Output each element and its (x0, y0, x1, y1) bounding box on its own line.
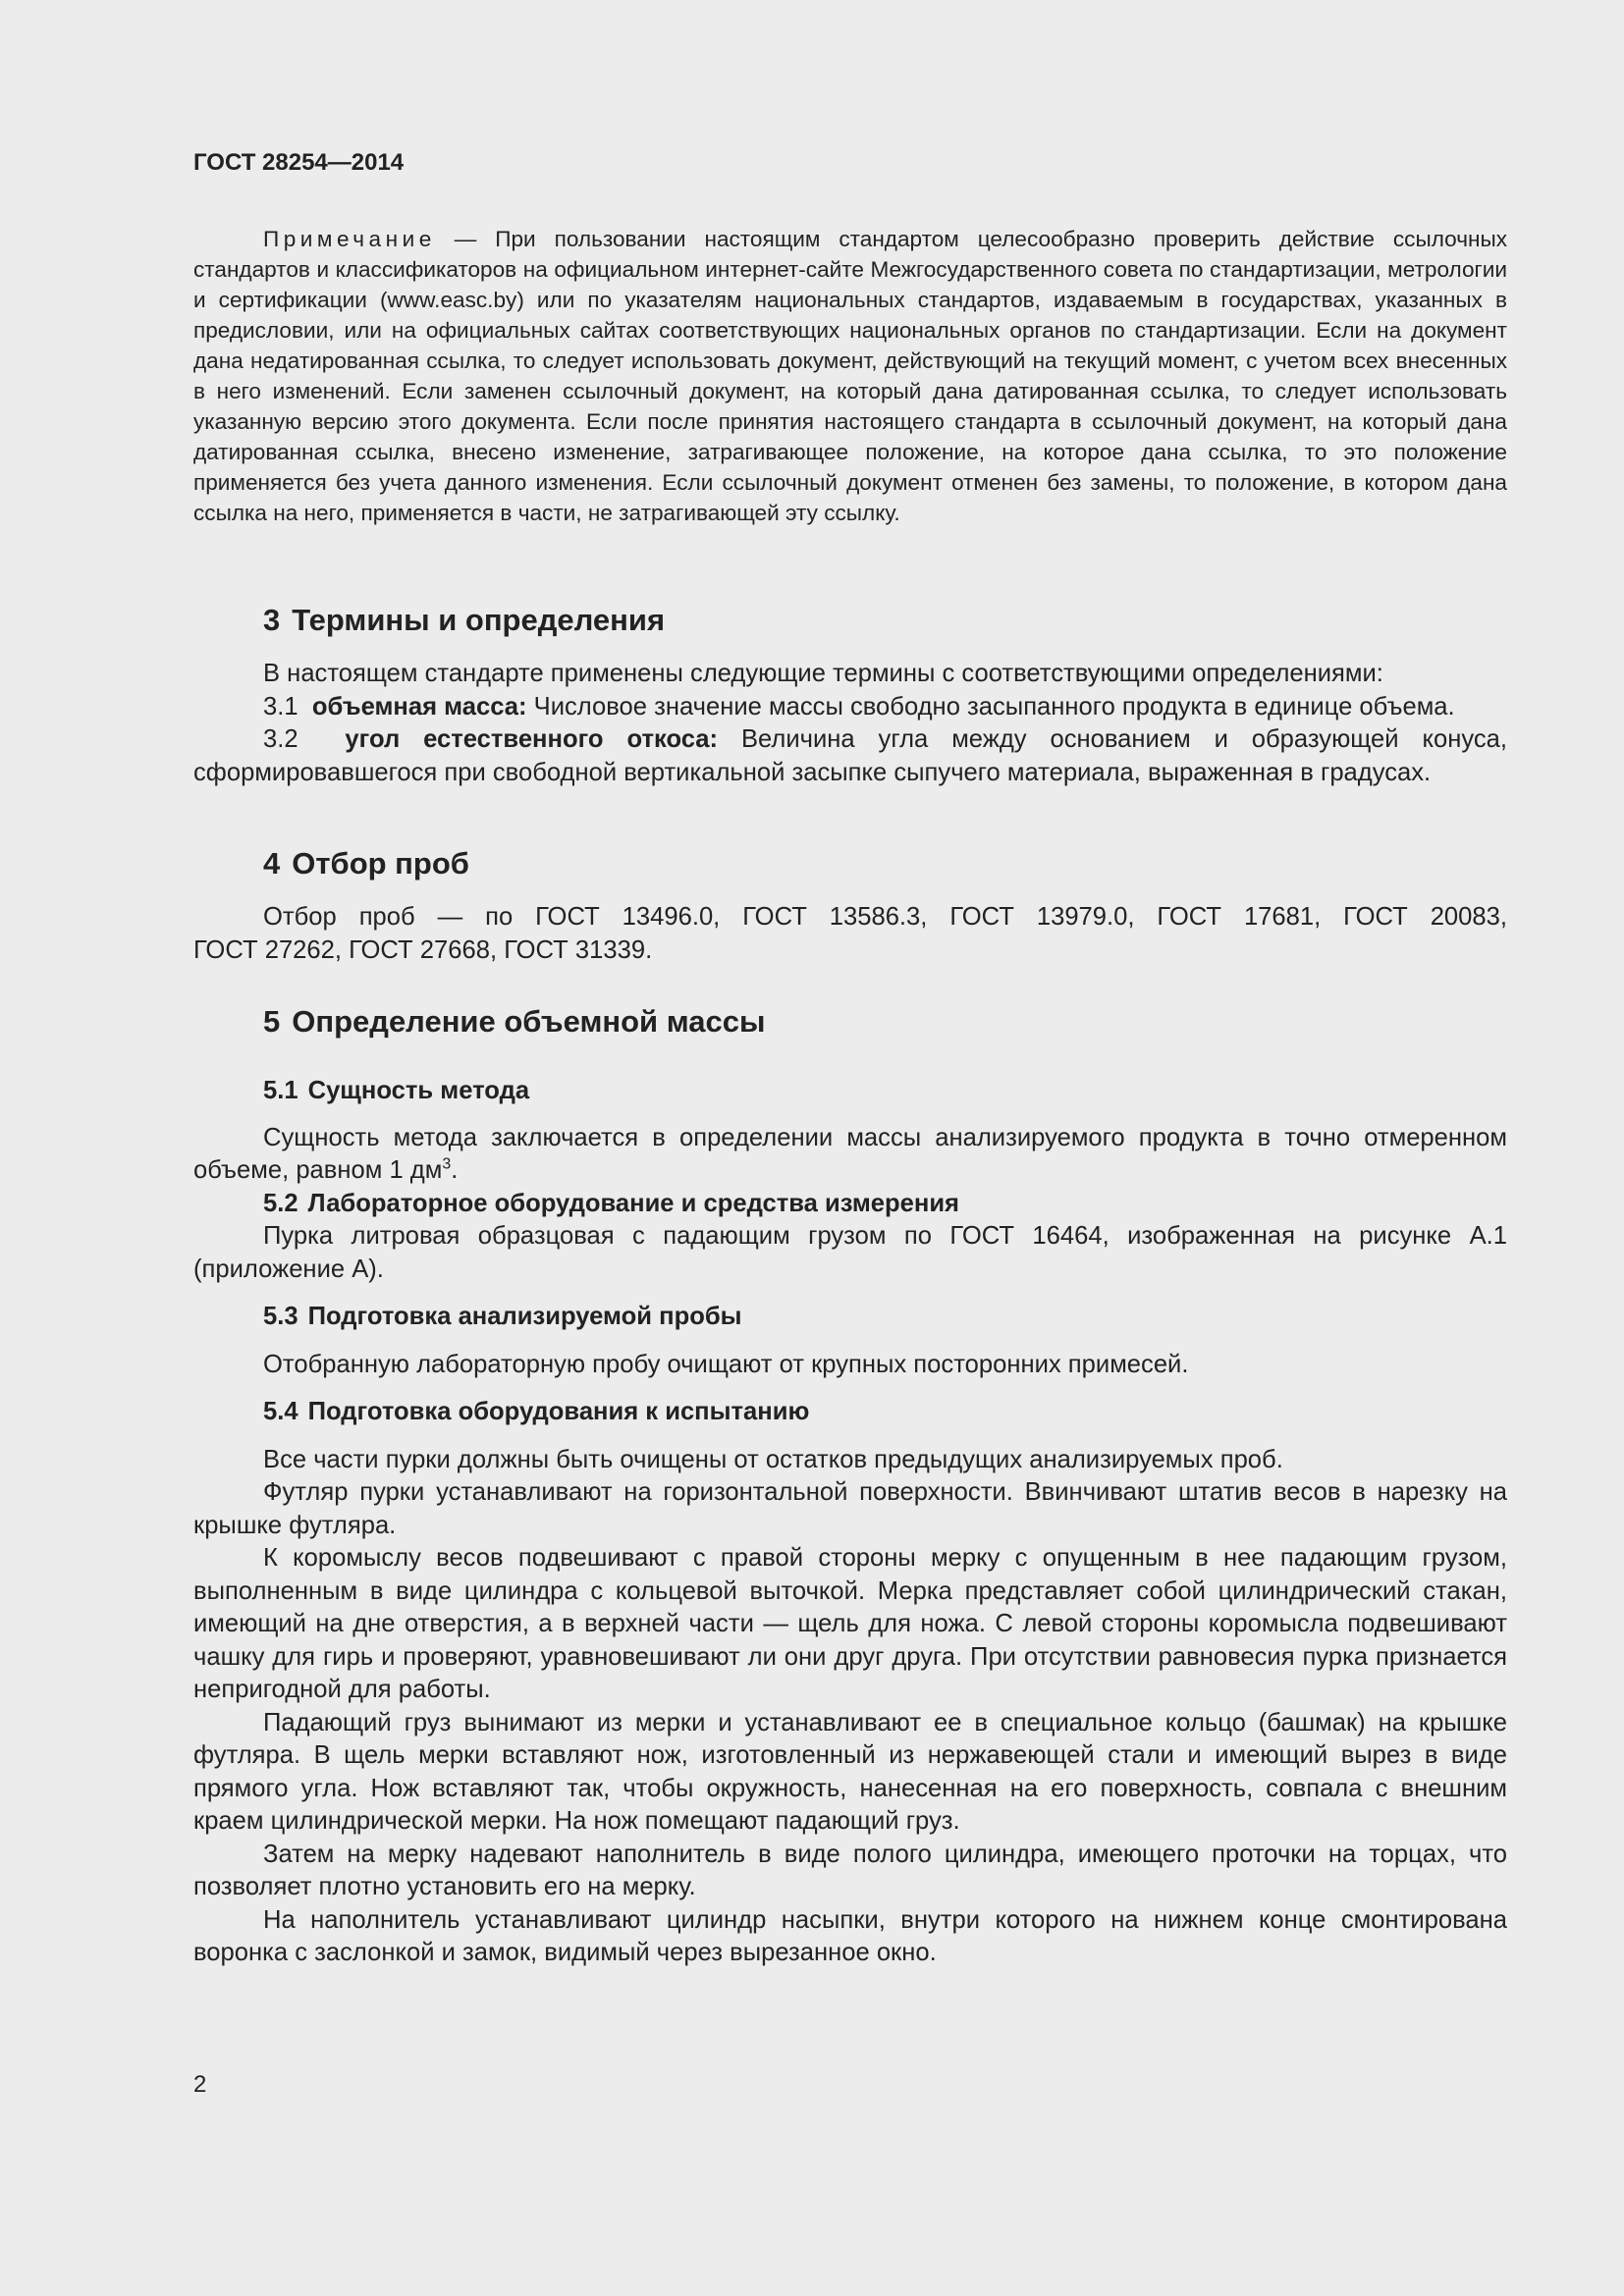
document-code: ГОСТ 28254—2014 (193, 149, 405, 176)
section-3-body (193, 658, 1507, 789)
paragraph: Все части пурки должны быть очищены от остатков предыдущих анализируемых проб. (263, 1445, 1283, 1473)
section-5-3-text: Отобранную лабораторную пробу очищают от крупных посторонних примесей. (263, 1350, 1189, 1378)
section-4-body (193, 901, 1507, 967)
term-3-1: 3.1 объемная масса: Числовое значение массы свободно засыпанного продукта в единице объема. (263, 692, 1455, 721)
content (193, 224, 1507, 1970)
note-paragraph (193, 224, 1507, 528)
paragraph: На наполнитель устанавливают цилиндр насыпки, внутри которого на нижнем конце смонтирована воронка с заслонкой и замок, видимый через вырезанное окно. (193, 1905, 1507, 1966)
page-number: 2 (193, 2071, 207, 2098)
section-5-3-heading: 5.3 Подготовка анализируемой пробы (263, 1303, 742, 1330)
paragraph: К коромыслу весов подвешивают с правой стороны мерку с опущенным в нее падающим грузом, выполненным в виде цилиндра с кольцевой выточкой. Мерка представляет собой цилиндрический стакан, имеющий на дне отверстия, а в верхней части — щель для ножа. С левой стороны коромысла подвешивают чашку для гирь и проверяют, уравновешивают ли они друг друга. При отсутствии равновесия пурка признается непригодной для работы. (193, 1544, 1507, 1703)
section-5-2-heading: 5.2 Лабораторное оборудование и средства измерения (263, 1189, 959, 1217)
paragraph: Падающий груз вынимают из мерки и устанавливают ее в специальное кольцо (башмак) на крышке футляра. В щель мерки вставляют нож, изготовленный из нержавеющей стали и имеющий вырез в виде прямого угла. Нож вставляют так, чтобы окружность, нанесенная на его поверхность, совпала с внешним краем цилиндрической мерки. На нож помещают падающий груз. (193, 1708, 1507, 1835)
section-5-1-text: Сущность метода заключается в определении массы анализируемого продукта в точно отмеренном объеме, равном 1 $дм^3$. (193, 1123, 1507, 1184)
note-text: — При пользовании настоящим стандартом целесообразно проверить действие ссылочных стандартов и классификаторов на официальном интернет-сайте Межгосударственного совета по стандартизации, метрологии и сертификации (www.easc.by) или по указателям национальных стандартов, издаваемым в государствах, указанных в предисловии, или на официальных сайтах соответствующих национальных органов по стандартизации. Если на документ дана недатированная ссылка, то следует использовать документ, действующий на текущий момент, с учетом всех внесенных в него изменений. Если заменен ссылочный документ, на который дана датированная ссылка, то следует использовать указанную версию этого документа. Если после принятия настоящего стандарта в ссылочный документ, на который дана датированная ссылка, внесено изменение, затрагивающее положение, на которое дана ссылка, то это положение применяется без учета данного изменения. Если ссылочный документ отменен без замены, то положение, в котором дана ссылка на него, применяется в части, не затрагивающей эту ссылку. (193, 227, 1507, 525)
section-5-heading: 5 Определение объемной массы (263, 1004, 766, 1039)
note-label: Примечание (263, 227, 436, 251)
section-5-1-heading: 5.1 Сущность метода (263, 1077, 530, 1104)
section-5-2-text: Пурка литровая образцовая с падающим грузом по ГОСТ 16464, изображенная на рисунке А.1 (приложение А). (193, 1222, 1507, 1283)
section-5-4-heading: 5.4 Подготовка оборудования к испытанию (263, 1398, 810, 1425)
section-4-line-2: ГОСТ 27262, ГОСТ 27668, ГОСТ 31339. (193, 935, 653, 964)
section-4-heading: 4 Отбор проб (263, 846, 469, 881)
term-3-2: 3.2 угол естественного откоса: Величина угла между основанием и образующей конуса, сформировавшегося при свободной вертикальной засыпке сыпучего материала, выраженная в градусах. (193, 725, 1507, 786)
section-5-4-body (193, 1444, 1507, 1970)
section-4-line-1: Отбор проб — по ГОСТ 13496.0, ГОСТ 13586.3, ГОСТ 13979.0, ГОСТ 17681, ГОСТ 20083, (263, 903, 1507, 931)
paragraph: Футляр пурки устанавливают на горизонтальной поверхности. Ввинчивают штатив весов в нарезку на крышке футляра. (193, 1478, 1507, 1539)
section-3-intro: В настоящем стандарте применены следующие термины с соответствующими определениями: (263, 660, 1383, 687)
section-3-heading: 3 Термины и определения (263, 603, 666, 637)
paragraph: Затем на мерку надевают наполнитель в виде полого цилиндра, имеющего проточки на торцах, что позволяет плотно установить его на мерку. (193, 1840, 1507, 1900)
